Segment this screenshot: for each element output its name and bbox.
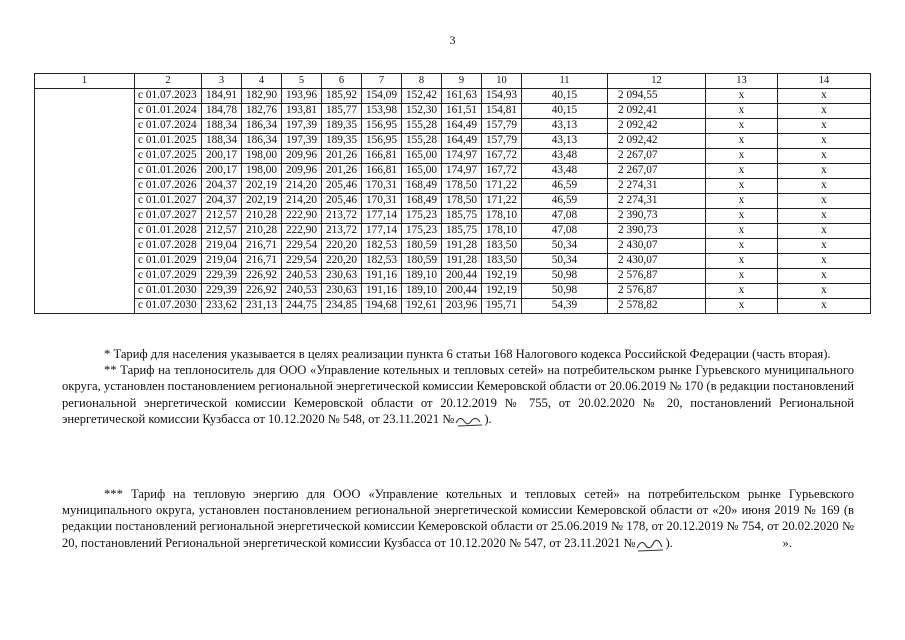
tariff-value-cell: 167,72 (482, 149, 522, 164)
tariff-value-cell: 195,71 (482, 299, 522, 314)
period-cell: с 01.01.2026 (135, 164, 202, 179)
tariff-value-cell: 210,28 (242, 209, 282, 224)
table-row (35, 104, 871, 119)
table-row (35, 89, 871, 104)
tariff-value-cell: 174,97 (442, 164, 482, 179)
tariff-value-cell: 200,17 (202, 149, 242, 164)
tariff-value-cell: 226,92 (242, 269, 282, 284)
tariff-value-cell: 197,39 (282, 119, 322, 134)
tariff-value-cell: 244,75 (282, 299, 322, 314)
table-row (35, 299, 871, 314)
footnote-heat-block (62, 486, 854, 551)
footnote-population: * Тариф для населения указывается в целях реализации пункта 6 статьи 168 Налогового кодекса Российской Федерации (часть вторая). (104, 347, 831, 361)
period-cell: с 01.01.2024 (135, 104, 202, 119)
tariff-value-cell: 189,35 (322, 119, 362, 134)
tariff-value-cell: х (778, 134, 871, 149)
footnote-coolant-end: ). (484, 411, 492, 426)
tariff-value-cell: х (706, 149, 778, 164)
tariff-value-cell: 175,23 (402, 209, 442, 224)
tariff-value-cell: 231,13 (242, 299, 282, 314)
tariff-value-cell: 170,31 (362, 179, 402, 194)
tariff-value-cell: 229,39 (202, 269, 242, 284)
tariff-value-cell: 164,49 (442, 119, 482, 134)
tariff-value-cell: 2 576,87 (608, 269, 706, 284)
tariff-value-cell: 184,91 (202, 89, 242, 104)
tariff-value-cell: 154,93 (482, 89, 522, 104)
tariff-value-cell: 2 390,73 (608, 224, 706, 239)
tariff-table (34, 73, 871, 314)
tariff-value-cell: 47,08 (522, 209, 608, 224)
tariff-value-cell: 213,72 (322, 224, 362, 239)
column-header: 14 (778, 74, 871, 89)
tariff-value-cell: 212,57 (202, 224, 242, 239)
tariff-value-cell: 212,57 (202, 209, 242, 224)
tariff-value-cell: 161,63 (442, 89, 482, 104)
tariff-value-cell: 43,13 (522, 119, 608, 134)
tariff-value-cell: 200,44 (442, 284, 482, 299)
table-row (35, 119, 871, 134)
tariff-value-cell: 189,35 (322, 134, 362, 149)
tariff-value-cell: х (706, 164, 778, 179)
merged-first-column-cell (35, 89, 135, 314)
tariff-value-cell: 205,46 (322, 194, 362, 209)
tariff-value-cell: х (778, 164, 871, 179)
tariff-value-cell: х (778, 209, 871, 224)
tariff-value-cell: х (706, 104, 778, 119)
tariff-value-cell: 229,54 (282, 239, 322, 254)
tariff-value-cell: х (706, 284, 778, 299)
tariff-value-cell: х (706, 194, 778, 209)
period-cell: с 01.07.2029 (135, 269, 202, 284)
tariff-value-cell: 154,09 (362, 89, 402, 104)
tariff-value-cell: 200,44 (442, 269, 482, 284)
tariff-value-cell: 213,72 (322, 209, 362, 224)
tariff-value-cell: 47,08 (522, 224, 608, 239)
tariff-value-cell: 178,10 (482, 209, 522, 224)
tariff-value-cell: 175,23 (402, 224, 442, 239)
tariff-value-cell: 2 092,42 (608, 134, 706, 149)
tariff-value-cell: 2 267,07 (608, 164, 706, 179)
tariff-value-cell: 203,96 (442, 299, 482, 314)
period-cell: с 01.07.2025 (135, 149, 202, 164)
tariff-value-cell: 183,50 (482, 239, 522, 254)
tariff-value-cell: х (706, 209, 778, 224)
tariff-value-cell: х (706, 224, 778, 239)
tariff-value-cell: 205,46 (322, 179, 362, 194)
tariff-value-cell: 230,63 (322, 284, 362, 299)
period-cell: с 01.07.2027 (135, 209, 202, 224)
tariff-value-cell: 161,51 (442, 104, 482, 119)
table-row (35, 149, 871, 164)
table-row (35, 134, 871, 149)
tariff-value-cell: 182,90 (242, 89, 282, 104)
tariff-value-cell: 229,54 (282, 254, 322, 269)
period-cell: с 01.01.2027 (135, 194, 202, 209)
period-cell: с 01.01.2025 (135, 134, 202, 149)
footnotes-block (62, 346, 854, 427)
period-cell: с 01.07.2023 (135, 89, 202, 104)
tariff-value-cell: 168,49 (402, 179, 442, 194)
tariff-value-cell: 193,81 (282, 104, 322, 119)
closing-quote: ». (782, 535, 792, 550)
tariff-value-cell: 2 092,42 (608, 119, 706, 134)
tariff-value-cell: 201,26 (322, 164, 362, 179)
tariff-value-cell: 46,59 (522, 179, 608, 194)
tariff-value-cell: 210,28 (242, 224, 282, 239)
tariff-value-cell: х (778, 194, 871, 209)
column-header: 12 (608, 74, 706, 89)
tariff-value-cell: 50,34 (522, 239, 608, 254)
tariff-value-cell: 186,34 (242, 134, 282, 149)
tariff-value-cell: х (778, 119, 871, 134)
tariff-value-cell: 171,22 (482, 194, 522, 209)
tariff-value-cell: 43,48 (522, 149, 608, 164)
tariff-value-cell: 191,28 (442, 239, 482, 254)
table-row (35, 269, 871, 284)
tariff-value-cell: х (706, 119, 778, 134)
tariff-value-cell: 220,20 (322, 239, 362, 254)
period-cell: с 01.07.2028 (135, 239, 202, 254)
tariff-value-cell: 2 274,31 (608, 194, 706, 209)
table-row (35, 164, 871, 179)
tariff-value-cell: 233,62 (202, 299, 242, 314)
tariff-value-cell: 168,49 (402, 194, 442, 209)
table-row (35, 284, 871, 299)
footnote-heat-energy (62, 486, 854, 551)
tariff-value-cell: 192,61 (402, 299, 442, 314)
tariff-value-cell: х (706, 89, 778, 104)
tariff-value-cell: 171,22 (482, 179, 522, 194)
tariff-value-cell: 154,81 (482, 104, 522, 119)
tariff-value-cell: 50,98 (522, 284, 608, 299)
tariff-value-cell: 230,63 (322, 269, 362, 284)
table-body (35, 89, 871, 314)
tariff-value-cell: 174,97 (442, 149, 482, 164)
tariff-value-cell: 43,13 (522, 134, 608, 149)
tariff-value-cell: 204,37 (202, 194, 242, 209)
column-header: 5 (282, 74, 322, 89)
tariff-value-cell: 191,16 (362, 269, 402, 284)
column-header: 3 (202, 74, 242, 89)
period-cell: с 01.01.2030 (135, 284, 202, 299)
column-header: 8 (402, 74, 442, 89)
table-row (35, 209, 871, 224)
tariff-value-cell: х (706, 239, 778, 254)
page-number: 3 (449, 33, 456, 47)
tariff-value-cell: 186,34 (242, 119, 282, 134)
tariff-value-cell: 185,77 (322, 104, 362, 119)
tariff-value-cell: 166,81 (362, 149, 402, 164)
tariff-value-cell: 209,96 (282, 149, 322, 164)
tariff-value-cell: 204,37 (202, 179, 242, 194)
tariff-value-cell: 165,00 (402, 164, 442, 179)
tariff-value-cell: 182,53 (362, 254, 402, 269)
tariff-value-cell: 201,26 (322, 149, 362, 164)
tariff-value-cell: 198,00 (242, 149, 282, 164)
tariff-value-cell: х (778, 224, 871, 239)
table-row (35, 224, 871, 239)
period-cell: с 01.07.2030 (135, 299, 202, 314)
tariff-value-cell: х (778, 104, 871, 119)
tariff-value-cell: 2 390,73 (608, 209, 706, 224)
tariff-value-cell: х (778, 254, 871, 269)
table-row (35, 179, 871, 194)
table-header-row (35, 74, 871, 89)
tariff-value-cell: 226,92 (242, 284, 282, 299)
tariff-value-cell: 197,39 (282, 134, 322, 149)
tariff-value-cell: 2 576,87 (608, 284, 706, 299)
tariff-value-cell: 184,78 (202, 104, 242, 119)
tariff-value-cell: х (778, 284, 871, 299)
tariff-value-cell: 209,96 (282, 164, 322, 179)
tariff-value-cell: х (778, 149, 871, 164)
column-header: 13 (706, 74, 778, 89)
tariff-value-cell: 182,53 (362, 239, 402, 254)
tariff-value-cell: 2 274,31 (608, 179, 706, 194)
tariff-value-cell: 2 267,07 (608, 149, 706, 164)
tariff-value-cell: 200,17 (202, 164, 242, 179)
tariff-value-cell: 165,00 (402, 149, 442, 164)
tariff-value-cell: х (706, 179, 778, 194)
tariff-value-cell: 178,10 (482, 224, 522, 239)
tariff-value-cell: 214,20 (282, 179, 322, 194)
tariff-value-cell: 180,59 (402, 254, 442, 269)
tariff-value-cell: 43,48 (522, 164, 608, 179)
tariff-value-cell: 183,50 (482, 254, 522, 269)
tariff-value-cell: 202,19 (242, 194, 282, 209)
tariff-value-cell: 164,49 (442, 134, 482, 149)
tariff-value-cell: 182,76 (242, 104, 282, 119)
tariff-value-cell: 153,98 (362, 104, 402, 119)
tariff-value-cell: 180,59 (402, 239, 442, 254)
tariff-value-cell: 2 430,07 (608, 239, 706, 254)
column-header: 4 (242, 74, 282, 89)
column-header: 6 (322, 74, 362, 89)
tariff-value-cell: х (706, 254, 778, 269)
tariff-value-cell: 191,16 (362, 284, 402, 299)
tariff-value-cell: 152,42 (402, 89, 442, 104)
tariff-value-cell: 167,72 (482, 164, 522, 179)
tariff-value-cell: х (778, 299, 871, 314)
tariff-value-cell: 189,10 (402, 269, 442, 284)
tariff-value-cell: 214,20 (282, 194, 322, 209)
period-cell: с 01.01.2028 (135, 224, 202, 239)
footnote-coolant-text: ** Тариф на теплоноситель для ООО «Управление котельных и тепловых сетей» на потребительском рынке Гурьевского муниципального округа, установлен постановлением региональной энергетической комиссии Кемеровской области от 20.06.2019 № 170 (в редакции постановлений региональной энергетической комиссии Кемеровской области от 20.12.2019 № 755, от 20.02.2020 № 20, постановлений Региональной энергетической комиссии Кузбасса от 10.12.2020 № 548, от 23.11.2021 № (62, 363, 854, 426)
table-row (35, 194, 871, 209)
tariff-value-cell: 189,10 (402, 284, 442, 299)
tariff-value-cell: 185,75 (442, 209, 482, 224)
tariff-value-cell: 222,90 (282, 224, 322, 239)
tariff-value-cell: 177,14 (362, 224, 402, 239)
tariff-value-cell: 157,79 (482, 134, 522, 149)
tariff-value-cell: 54,39 (522, 299, 608, 314)
tariff-value-cell: х (778, 179, 871, 194)
tariff-value-cell: 219,04 (202, 254, 242, 269)
tariff-value-cell: 216,71 (242, 239, 282, 254)
period-cell: с 01.01.2029 (135, 254, 202, 269)
tariff-value-cell: х (706, 299, 778, 314)
tariff-value-cell: 178,50 (442, 194, 482, 209)
tariff-value-cell: 240,53 (282, 269, 322, 284)
tariff-value-cell: 234,85 (322, 299, 362, 314)
column-header: 9 (442, 74, 482, 89)
tariff-value-cell: 219,04 (202, 239, 242, 254)
tariff-value-cell: 2 430,07 (608, 254, 706, 269)
tariff-value-cell: 40,15 (522, 89, 608, 104)
column-header: 7 (362, 74, 402, 89)
tariff-value-cell: 194,68 (362, 299, 402, 314)
tariff-value-cell: 2 092,41 (608, 104, 706, 119)
tariff-value-cell: 178,50 (442, 179, 482, 194)
tariff-value-cell: 185,75 (442, 224, 482, 239)
tariff-value-cell: 40,15 (522, 104, 608, 119)
tariff-value-cell: х (778, 269, 871, 284)
tariff-value-cell: 156,95 (362, 119, 402, 134)
tariff-value-cell: 155,28 (402, 134, 442, 149)
tariff-value-cell: 2 094,55 (608, 89, 706, 104)
tariff-value-cell: 193,96 (282, 89, 322, 104)
table-row (35, 239, 871, 254)
table-row (35, 254, 871, 269)
tariff-value-cell: 152,30 (402, 104, 442, 119)
tariff-value-cell: 229,39 (202, 284, 242, 299)
tariff-value-cell: 188,34 (202, 134, 242, 149)
tariff-value-cell: 185,92 (322, 89, 362, 104)
tariff-value-cell: х (778, 239, 871, 254)
tariff-value-cell: 192,19 (482, 269, 522, 284)
column-header: 10 (482, 74, 522, 89)
tariff-value-cell: 157,79 (482, 119, 522, 134)
tariff-value-cell: 220,20 (322, 254, 362, 269)
tariff-value-cell: х (706, 134, 778, 149)
tariff-value-cell: 188,34 (202, 119, 242, 134)
tariff-value-cell: 50,34 (522, 254, 608, 269)
tariff-value-cell: 177,14 (362, 209, 402, 224)
column-header: 1 (35, 74, 135, 89)
tariff-value-cell: 240,53 (282, 284, 322, 299)
tariff-value-cell: 202,19 (242, 179, 282, 194)
tariff-value-cell: 156,95 (362, 134, 402, 149)
tariff-value-cell: 50,98 (522, 269, 608, 284)
tariff-value-cell: 2 578,82 (608, 299, 706, 314)
footnote-coolant (62, 362, 854, 427)
tariff-value-cell: х (778, 89, 871, 104)
footnote-heat-text: *** Тариф на тепловую энергию для ООО «Управление котельных и тепловых сетей» на потребительском рынке Гурьевского муниципального округа, установлен постановлением региональной энергетической комиссии Кемеровской области от «20» июня 2019 № 169 (в редакции постановлений региональной энергетической комиссии Кемеровской области от 25.06.2019 № 178, от 20.12.2019 № 754, от 20.02.2020 № 20, постановлений Региональной энергетической комиссии Кузбасса от 10.12.2020 № 547, от 23.11.2021 № (62, 487, 854, 550)
column-header: 11 (522, 74, 608, 89)
tariff-value-cell: х (706, 269, 778, 284)
tariff-value-cell: 166,81 (362, 164, 402, 179)
tariff-value-cell: 222,90 (282, 209, 322, 224)
tariff-value-cell: 192,19 (482, 284, 522, 299)
period-cell: с 01.07.2026 (135, 179, 202, 194)
tariff-value-cell: 46,59 (522, 194, 608, 209)
tariff-value-cell: 191,28 (442, 254, 482, 269)
tariff-value-cell: 170,31 (362, 194, 402, 209)
tariff-value-cell: 198,00 (242, 164, 282, 179)
footnote-heat-end: ). (665, 535, 673, 550)
tariff-value-cell: 155,28 (402, 119, 442, 134)
tariff-value-cell: 216,71 (242, 254, 282, 269)
column-header: 2 (135, 74, 202, 89)
period-cell: с 01.07.2024 (135, 119, 202, 134)
